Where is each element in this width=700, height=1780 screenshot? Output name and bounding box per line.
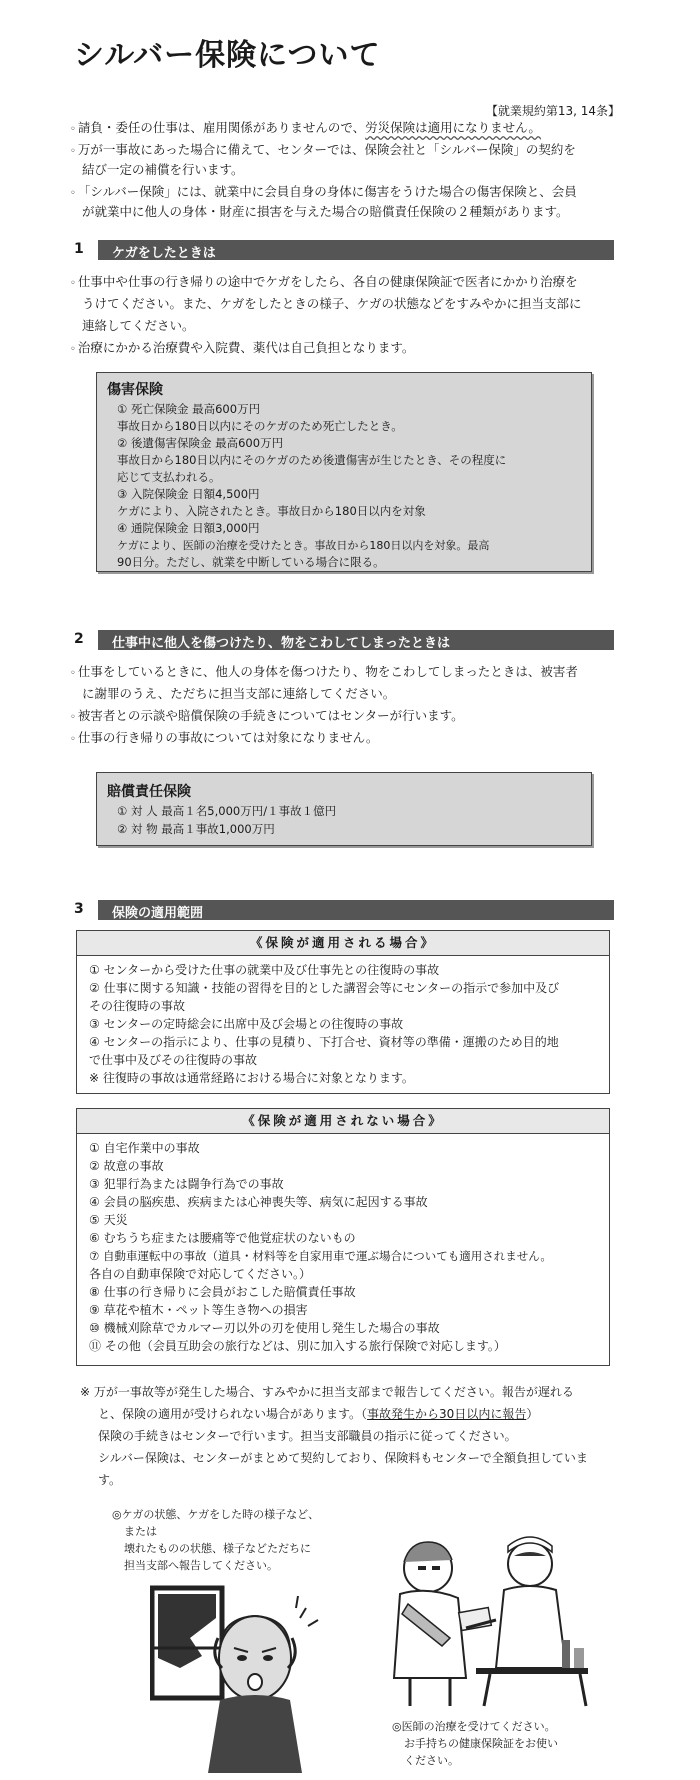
liability-insurance-box — [96, 772, 592, 846]
injury-insurance-box — [96, 372, 592, 572]
intro-line-1 — [70, 118, 541, 140]
notice-line — [98, 1404, 538, 1424]
not-covered-item: ⑧ 仕事の行き帰りに会員がおこした賠償責任事故 — [89, 1285, 356, 1299]
box-line: 事故日から180日以内にそのケガのため後遺傷害が生じたとき、その程度に — [117, 453, 507, 467]
box-line: ④ 通院保険金 日額3,000円 — [117, 521, 260, 535]
not-covered-item: ⑦ 自動車運転中の事故（道具・材料等を自家用車で運ぶ場合についても適用されません。 — [89, 1249, 552, 1263]
covered-item: ① センターから受けた仕事の就業中及び仕事先との往復時の事故 — [89, 963, 440, 977]
doctor-patient-illustration — [380, 1528, 590, 1708]
box-line: ケガにより、入院されたとき。事故日から180日以内を対象 — [117, 504, 426, 518]
caption-left: 担当支部へ報告してください。 — [124, 1559, 278, 1572]
box-line: ① 対 人 最高１名5,000万円/１事故１億円 — [117, 804, 337, 818]
intro-emphasis: 労災保険は適用になりません。 — [365, 120, 541, 135]
caption-right: ◎医師の治療を受けてください。 — [392, 1720, 556, 1733]
covered-item: ③ センターの定時総会に出席中及び会場との往復時の事故 — [89, 1017, 404, 1031]
section-2-line: ◦ 被害者との示談や賠償保険の手続きについてはセンターが行います。 — [70, 706, 464, 728]
not-covered-item: ④ 会員の脳疾患、疾病または心神喪失等、病気に起因する事故 — [89, 1195, 428, 1209]
covered-header: 《保険が適用される場合》 — [77, 931, 609, 956]
not-covered-item: ① 自宅作業中の事故 — [89, 1141, 200, 1155]
section-number: 1 — [74, 241, 84, 257]
not-covered-header: 《保険が適用されない場合》 — [77, 1109, 609, 1134]
box-line: ケガにより、医師の治療を受けたとき。事故日から180日以内を対象。最高 — [117, 539, 490, 552]
section-1-header — [74, 240, 614, 260]
section-bar — [98, 900, 614, 920]
covered-item: その往復時の事故 — [89, 999, 186, 1013]
intro-line-2: ◦ 万が一事故にあった場合に備えて、センターでは、保険会社と「シルバー保険」の契約を — [70, 140, 576, 162]
notice-text: ） — [526, 1407, 539, 1421]
section-2-line: に謝罪のうえ、ただちに担当支部に連絡してください。 — [82, 686, 396, 701]
medicine-bottle-icon — [562, 1640, 570, 1668]
section-number: 2 — [74, 631, 84, 647]
section-bar — [98, 240, 614, 260]
notice-line: 保険の手続きはセンターで行います。担当支部職員の指示に従ってください。 — [98, 1429, 517, 1443]
not-covered-cases-box — [76, 1108, 610, 1366]
covered-item: ④ センターの指示により、仕事の見積り、下打合せ、資材等の準備・運搬のため目的地 — [89, 1035, 559, 1049]
caption-right: お手持ちの健康保険証をお使い — [404, 1737, 558, 1750]
intro-line-5: が就業中に他人の身体・財産に損害を与えた場合の賠償責任保険の２種類があります。 — [82, 204, 569, 219]
not-covered-item: ③ 犯罪行為または闘争行為での事故 — [89, 1177, 284, 1191]
intro-text: 請負・委任の仕事は、雇用関係がありませんので、 — [77, 120, 366, 135]
page-title: シルバー保険について — [74, 38, 381, 73]
not-covered-item: ⑪ その他（会員互助会の旅行などは、別に加入する旅行保険で対応します。） — [89, 1339, 506, 1353]
section-number: 3 — [74, 901, 84, 917]
box-line: ③ 入院保険金 日額4,500円 — [117, 487, 260, 501]
box-title: 傷害保険 — [107, 382, 163, 398]
not-covered-item: ⑥ むちうち症または腰痛等で他覚症状のないもの — [89, 1231, 356, 1245]
box-line: 90日分。ただし、就業を中断している場合に限る。 — [117, 555, 385, 569]
intro-line-4: ◦ 「シルバー保険」には、就業中に会員自身の身体に傷害をうけた場合の傷害保険と、会員 — [70, 182, 577, 204]
section-2-line: ◦ 仕事の行き帰りの事故については対象になりません。 — [70, 728, 378, 750]
notice-line: ※ 万が一事故等が発生した場合、すみやかに担当支部まで報告してください。報告が遅れる — [80, 1385, 574, 1399]
notice-deadline: 事故発生から30日以内に報告 — [367, 1407, 527, 1421]
section-bar — [98, 630, 614, 650]
caption-left: 壊れたものの状態、様子などただちに — [124, 1542, 311, 1555]
section-label: ケガをしたときは — [112, 246, 216, 261]
not-covered-item: ⑤ 天災 — [89, 1213, 128, 1227]
section-2-header — [74, 630, 614, 650]
box-line: ② 後遺傷害保険金 最高600万円 — [117, 436, 284, 450]
box-line: 事故日から180日以内にそのケガのため死亡したとき。 — [117, 419, 403, 433]
covered-cases-box — [76, 930, 610, 1094]
notice-text: と、保険の適用が受けられない場合があります。（ — [98, 1407, 368, 1421]
not-covered-item: 各自の自動車保険で対応してください。） — [89, 1267, 312, 1281]
box-line: ① 死亡保険金 最高600万円 — [117, 402, 261, 416]
not-covered-item: ⑩ 機械刈除草でカルマー刃以外の刃を使用し発生した場合の事故 — [89, 1321, 440, 1335]
not-covered-item: ② 故意の事故 — [89, 1159, 164, 1173]
section-1-line: ◦ 仕事中や仕事の行き帰りの途中でケガをしたら、各自の健康保険証で医者にかかり治療を — [70, 272, 578, 294]
worried-man-illustration — [150, 1578, 340, 1773]
notice-line: シルバー保険は、センターがまとめて契約しており、保険料もセンターで全額負担していま — [98, 1451, 588, 1465]
notice-line: す。 — [98, 1473, 122, 1487]
caption-left: または — [124, 1525, 157, 1538]
section-1-line: うけてください。また、ケガをしたときの様子、ケガの状態などをすみやかに担当支部に — [82, 296, 582, 311]
covered-item: ② 仕事に関する知識・技能の習得を目的とした講習会等にセンターの指示で参加中及び — [89, 981, 560, 995]
caption-left: ◎ケガの状態、ケガをした時の様子など、 — [112, 1508, 320, 1521]
intro-line-3: 結び一定の補償を行います。 — [82, 162, 244, 177]
covered-item: で仕事中及びその往復時の事故 — [89, 1053, 258, 1067]
section-3-header — [74, 900, 614, 920]
box-line: ② 対 物 最高１事故1,000万円 — [117, 822, 275, 836]
caption-right: ください。 — [404, 1754, 459, 1767]
box-title: 賠償責任保険 — [107, 784, 191, 800]
section-1-line: ◦ 治療にかかる治療費や入院費、薬代は自己負担となります。 — [70, 338, 414, 360]
section-label: 仕事中に他人を傷つけたり、物をこわしてしまったときは — [112, 636, 451, 651]
covered-note: ※ 往復時の事故は通常経路における場合に対象となります。 — [89, 1071, 414, 1085]
regulation-reference: 【就業規約第13, 14条】 — [485, 104, 620, 118]
box-line: 応じて支払われる。 — [117, 470, 221, 484]
section-2-line: ◦ 仕事をしているときに、他人の身体を傷つけたり、物をこわしてしまったときは、被害者 — [70, 662, 578, 684]
not-covered-item: ⑨ 草花や植木・ペット等生き物への損害 — [89, 1303, 308, 1317]
section-label: 保険の適用範囲 — [112, 906, 204, 921]
section-1-line: 連絡してください。 — [82, 318, 195, 333]
